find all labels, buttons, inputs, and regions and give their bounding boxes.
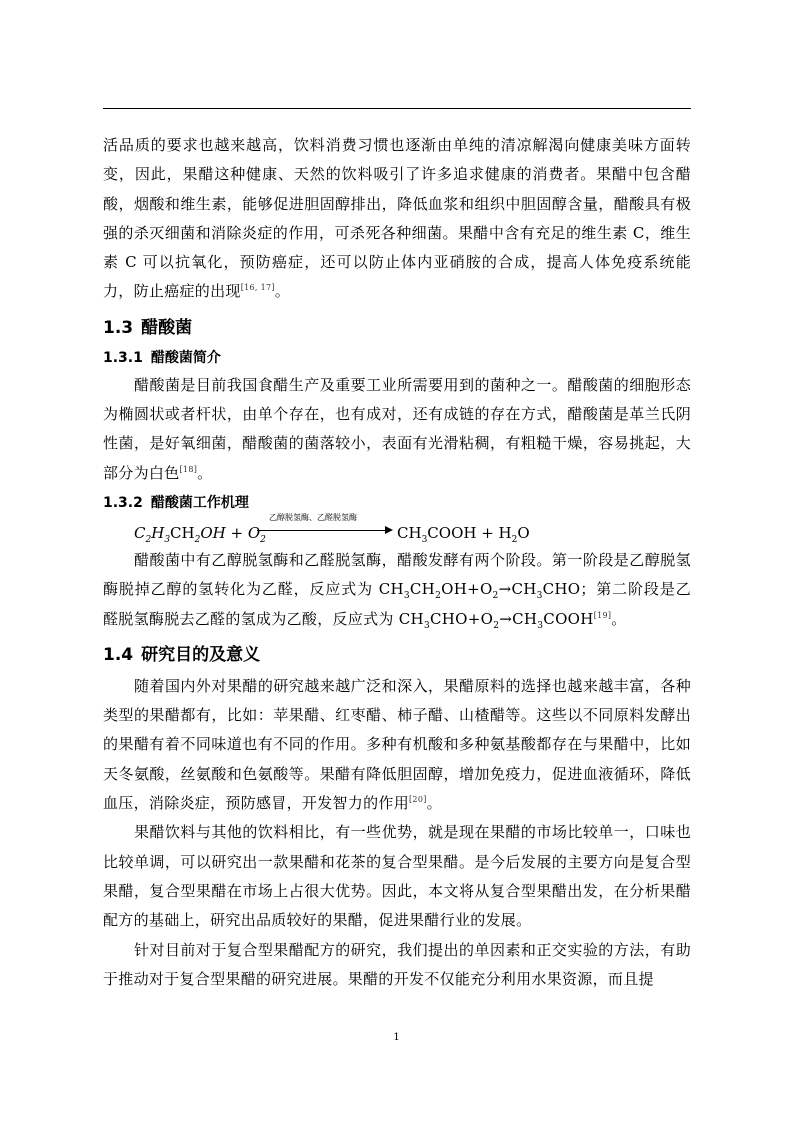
page-number: 1 <box>393 1032 400 1043</box>
arrow-head-icon <box>385 526 393 534</box>
paragraph-1-4-a: 随着国内外对果醋的研究越来越广泛和深入，果醋原料的选择也越来越丰富，各种类型的果醋都有，比如：苹果醋、红枣醋、柿子醋、山楂醋等。这些以不同原料发酵出的果醋有着不同味道也有不同的作用。多种有机酸和多种氨基酸都存在与果醋中，比如天冬氨酸，丝氨酸和色氨酸等。果醋有降低胆固醇，增加免疫力，促进血液循环，降低血压，消除炎症，预防感冒，开发智力的作用[20]。 <box>103 676 691 813</box>
citation-18: [18] <box>179 464 198 474</box>
citation-20: [20] <box>409 795 427 805</box>
paragraph-1-3-2: 醋酸菌中有乙醇脱氢酶和乙醛脱氢酶，醋酸发酵有两个阶段。第一阶段是乙醇脱氢酶脱掉乙醇的氢转化为乙醛，反应式为 $CH_3CH_2OH+O_2\to CH_3CHO$；第二阶段是乙醛脱氢酶脱去乙醛的氢成为乙酸，反应式为 $CH_3CHO+O_2\to CH_3COOH[19]$。 <box>103 550 692 631</box>
header-rule <box>103 108 691 109</box>
enzyme-label: 乙醇脱氢酶、乙醛脱氢酶 <box>269 512 357 522</box>
section-heading-1-4: 1.4 研究目的及意义 <box>103 644 261 665</box>
section-heading-1-3: 1.3 醋酸菌 <box>103 317 193 338</box>
subsection-heading-1-3-1: 1.3.1 醋酸菌简介 <box>103 349 221 366</box>
equation-reactants: $C_2H_3CH_2OH + O_2$ <box>134 523 266 545</box>
reaction-equation <box>134 512 691 546</box>
page-body <box>103 131 691 994</box>
citation-19: [19] <box>593 610 612 620</box>
paragraph-1-4-b: 果醋饮料与其他的饮料相比，有一些优势，就是现在果醋的市场比较单一，口味也比较单调，可以研究出一款果醋和花茶的复合型果醋。是今后发展的主要方向是复合型果醋，复合型果醋在市场上占很大优势。因此，本文将从复合型果醋出发，在分析果醋配方的基础上，研究出品质较好的果醋，促进果醋行业的发展。 <box>103 823 691 930</box>
paragraph-1-3-1: 醋酸菌是目前我国食醋生产及重要工业所需要用到的菌种之一。醋酸菌的细胞形态为椭圆状或者杆状，由单个存在，也有成对，还有成链的存在方式，醋酸菌是革兰氏阴性菌，是好氧细菌，醋酸菌的菌落较小，表面有光滑粘稠，有粗糙干燥，容易挑起，大部分为白色[18]。 <box>103 375 691 482</box>
reaction-arrow <box>257 512 397 542</box>
subsection-heading-1-3-2: 1.3.2 醋酸菌工作机理 <box>103 494 249 511</box>
citation-16-17: [16, 17] <box>240 283 275 293</box>
paragraph-intro: 活品质的要求也越来越高，饮料消费习惯也逐渐由单纯的清凉解渴向健康美味方面转变，因此，果醋这种健康、天然的饮料吸引了许多追求健康的消费者。果醋中包含醋酸，烟酸和维生素，能够促进胆固醇排出，降低血浆和组织中胆固醇含量，醋酸具有极强的杀灭细菌和消除炎症的作用，可杀死各种细菌。果醋中含有充足的维生素 C，维生素 C 可以抗氧化，预防癌症，还可以防止体内亚硝胺的合成，提高人体免疫系统能力，防止癌症的出现[16, 17]。 <box>103 136 691 301</box>
paragraph-1-4-c: 针对目前对于复合型果醋配方的研究，我们提出的单因素和正交实验的方法，有助于推动对于复合型果醋的研究进展。果醋的开发不仅能充分利用水果资源，而且提 <box>103 940 691 988</box>
equation-products: $CH_3COOH + H_2O$ <box>397 523 530 545</box>
